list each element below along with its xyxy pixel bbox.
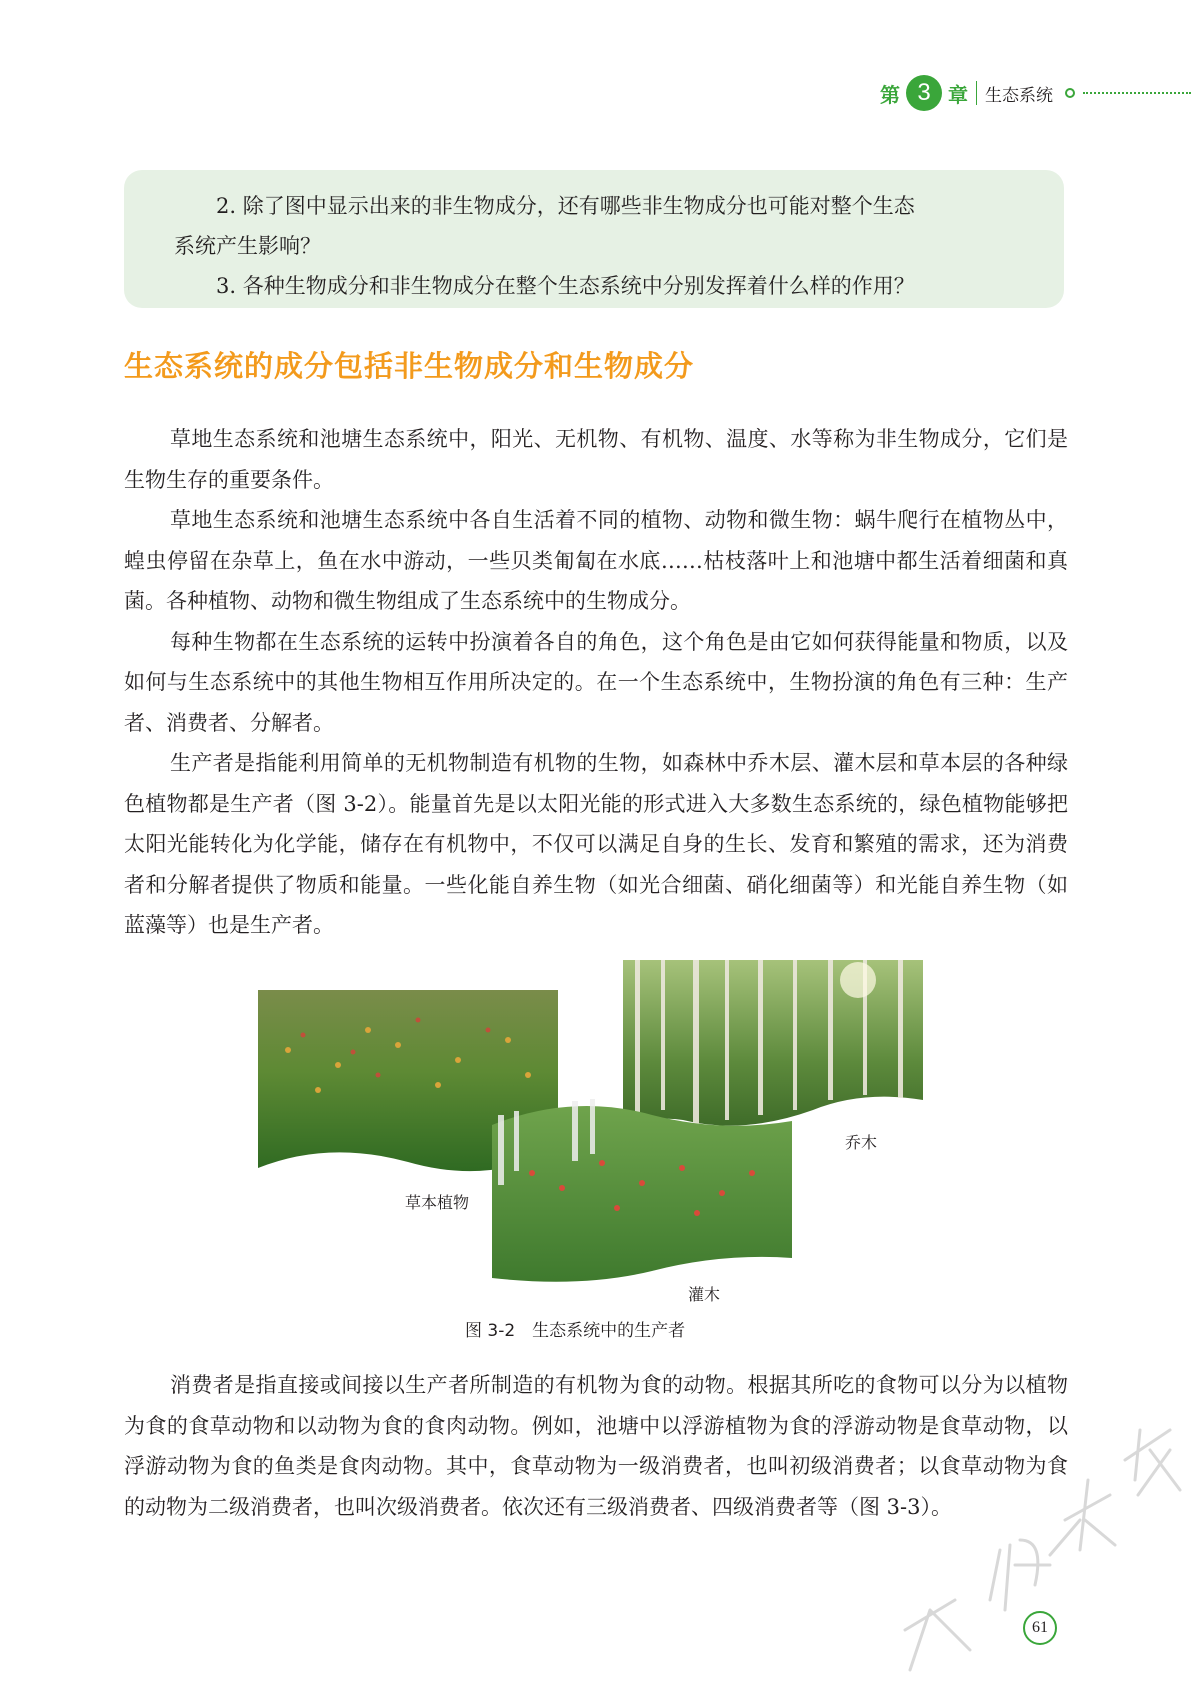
header-dotted-rule (1083, 92, 1191, 94)
label-shrubs: 灌木 (688, 1285, 721, 1304)
question-3: 3. 各种生物成分和非生物成分在整个生态系统中分别发挥着什么样的作用？ (216, 274, 915, 298)
label-trees: 乔木 (845, 1133, 878, 1152)
chapter-prefix: 第 (880, 82, 900, 107)
question-2-line-2: 系统产生影响？ (174, 234, 321, 258)
paragraph-abiotic: 草地生态系统和池塘生态系统中，阳光、无机物、有机物、温度、水等称为非生物成分，它们是生物生存的重要条件。 (124, 427, 1068, 492)
chapter-header (880, 74, 1075, 112)
chapter-title: 生态系统 (985, 85, 1053, 106)
body-text-lower (124, 1365, 1068, 1527)
body-text-upper (124, 419, 1068, 946)
question-2-line-1: 2. 除了图中显示出来的非生物成分，还有哪些非生物成分也可能对整个生态 (216, 194, 915, 218)
paragraph-producers: 生产者是指能利用简单的无机物制造有机物的生物，如森林中乔木层、灌木层和草本层的各种绿色植物都是生产者（图 3-2）。能量首先是以太阳光能的形式进入大多数生态系统的，绿色植物能够把太阳光能转化为化学能，储存在有机物中，不仅可以满足自身的生长、发育和繁殖的需求，还为消费者和分解者提供了物质和能量。一些化能自养生物（如光合细菌、硝化细菌等）和光能自养生物（如蓝藻等）也是生产者。 (124, 751, 1068, 937)
chapter-number-badge: 3 (906, 75, 942, 111)
circle-dot-icon (1065, 88, 1075, 98)
figure-3-2 (250, 950, 950, 1341)
paragraph-biotic: 草地生态系统和池塘生态系统中各自生活着不同的植物、动物和微生物：蜗牛爬行在植物丛中，蝗虫停留在杂草上，鱼在水中游动，一些贝类匍匐在水底……枯枝落叶上和池塘中都生活着细菌和真菌。各种植物、动物和微生物组成了生态系统中的生物成分。 (124, 508, 1068, 613)
discussion-question-box (124, 170, 1064, 308)
chapter-separator (976, 81, 977, 105)
label-herbaceous-plants: 草本植物 (405, 1193, 470, 1212)
section-heading: 生态系统的成分包括非生物成分和生物成分 (124, 349, 695, 383)
shrub-photo (492, 1093, 792, 1288)
paragraph-roles: 每种生物都在生态系统的运转中扮演着各自的角色，这个角色是由它如何获得能量和物质，以及如何与生态系统中的其他生物相互作用所决定的。在一个生态系统中，生物扮演的角色有三种：生产者、消费者、分解者。 (124, 629, 1068, 735)
chapter-suffix: 章 (948, 82, 968, 107)
paragraph-consumers: 消费者是指直接或间接以生产者所制造的有机物为食的动物。根据其所吃的食物可以分为以植物为食的食草动物和以动物为食的食肉动物。例如，池塘中以浮游植物为食的浮游动物是食草动物，以浮游动物为食的鱼类是食肉动物。其中，食草动物为一级消费者，也叫初级消费者；以食草动物为食的动物为二级消费者，也叫次级消费者。依次还有三级消费者、四级消费者等（图 3-3）。 (124, 1373, 1068, 1519)
figure-caption: 图 3-2 生态系统中的生产者 (465, 1321, 686, 1341)
page-number: 61 (1023, 1611, 1057, 1645)
